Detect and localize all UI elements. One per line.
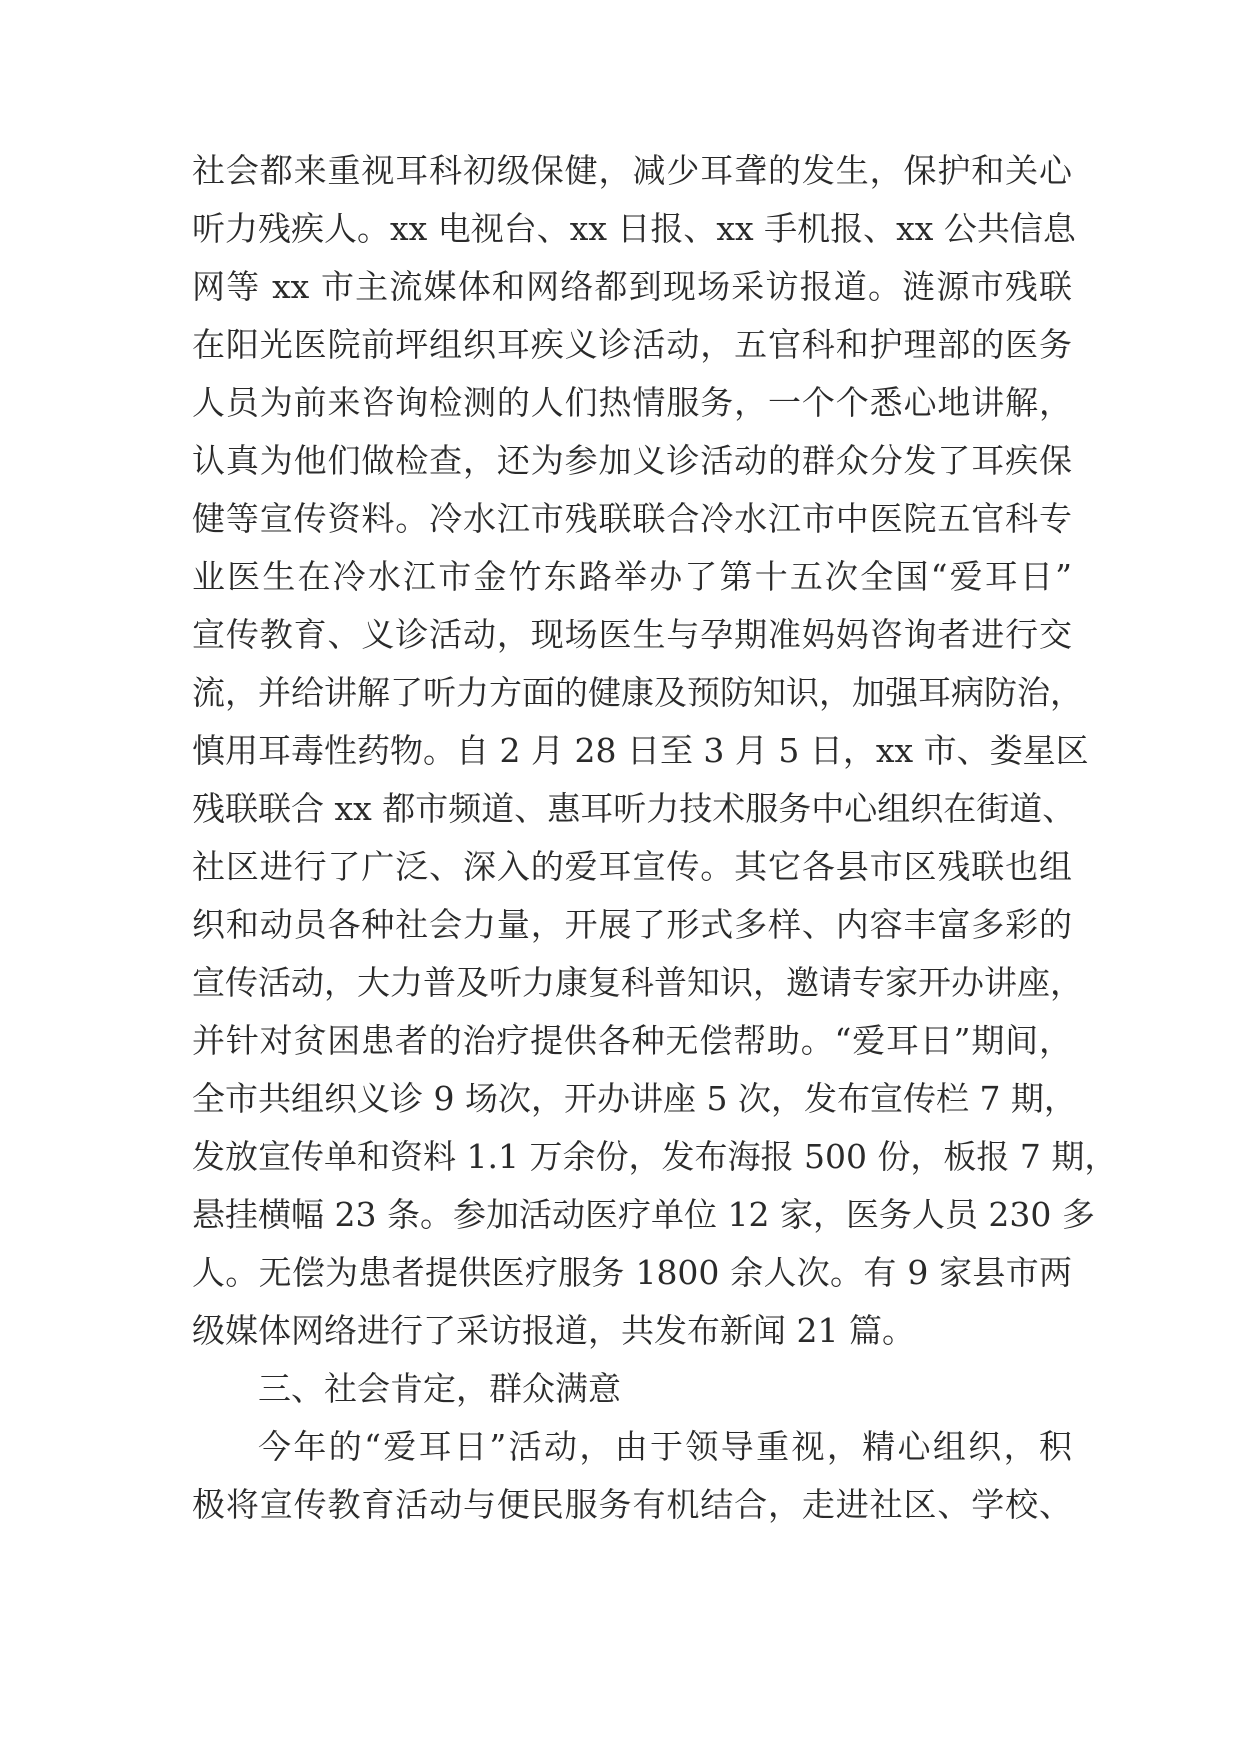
paragraph-line: 慎用耳毒性药物。自 2 月 28 日至 3 月 5 日，xx 市、娄星区 (192, 731, 1089, 770)
paragraph-line: 织和动员各种社会力量，开展了形式多样、内容丰富多彩的 (192, 905, 1072, 944)
paragraph-line: 社区进行了广泛、深入的爱耳宣传。其它各县市区残联也组 (192, 847, 1072, 886)
paragraph-line: 人。无偿为患者提供医疗服务 1800 余人次。有 9 家县市两 (192, 1253, 1072, 1292)
paragraph-line: 业医生在冷水江市金竹东路举办了第十五次全国“爱耳日” (192, 557, 1072, 596)
paragraph-line: 并针对贫困患者的治疗提供各种无偿帮助。“爱耳日”期间， (192, 1021, 1072, 1060)
paragraph-line: 全市共组织义诊 9 场次，开办讲座 5 次，发布宣传栏 7 期， (192, 1079, 1077, 1118)
paragraph-line: 悬挂横幅 23 条。参加活动医疗单位 12 家，医务人员 230 多 (192, 1195, 1095, 1234)
paragraph-line: 今年的“爱耳日”活动，由于领导重视，精心组织，积 (258, 1427, 1072, 1466)
document-body (192, 142, 1118, 1534)
paragraph-line: 网等 xx 市主流媒体和网络都到现场采访报道。涟源市残联 (192, 267, 1072, 306)
paragraph-line: 在阳光医院前坪组织耳疾义诊活动，五官科和护理部的医务 (192, 325, 1072, 364)
paragraph-line: 社会都来重视耳科初级保健，减少耳聋的发生，保护和关心 (192, 151, 1072, 190)
paragraph-line: 级媒体网络进行了采访报道，共发布新闻 21 篇。 (192, 1311, 915, 1350)
paragraph-line: 极将宣传教育活动与便民服务有机结合，走进社区、学校、 (192, 1485, 1072, 1524)
paragraph-line: 人员为前来咨询检测的人们热情服务，一个个悉心地讲解， (192, 383, 1072, 422)
paragraph-line: 健等宣传资料。冷水江市残联联合冷水江市中医院五官科专 (192, 499, 1072, 538)
paragraph-line: 残联联合 xx 都市频道、惠耳听力技术服务中心组织在街道、 (192, 789, 1076, 828)
paragraph-line: 听力残疾人。xx 电视台、xx 日报、xx 手机报、xx 公共信息 (192, 209, 1076, 248)
paragraph-line: 宣传教育、义诊活动，现场医生与孕期准妈妈咨询者进行交 (192, 615, 1072, 654)
paragraph-line: 流，并给讲解了听力方面的健康及预防知识，加强耳病防治， (192, 673, 1083, 712)
paragraph-line: 发放宣传单和资料 1.1 万余份，发布海报 500 份，板报 7 期， (192, 1137, 1118, 1176)
section-heading: 三、社会肯定，群众满意 (258, 1369, 621, 1408)
paragraph-line: 宣传活动，大力普及听力康复科普知识，邀请专家开办讲座， (192, 963, 1083, 1002)
paragraph-line: 认真为他们做检查，还为参加义诊活动的群众分发了耳疾保 (192, 441, 1072, 480)
